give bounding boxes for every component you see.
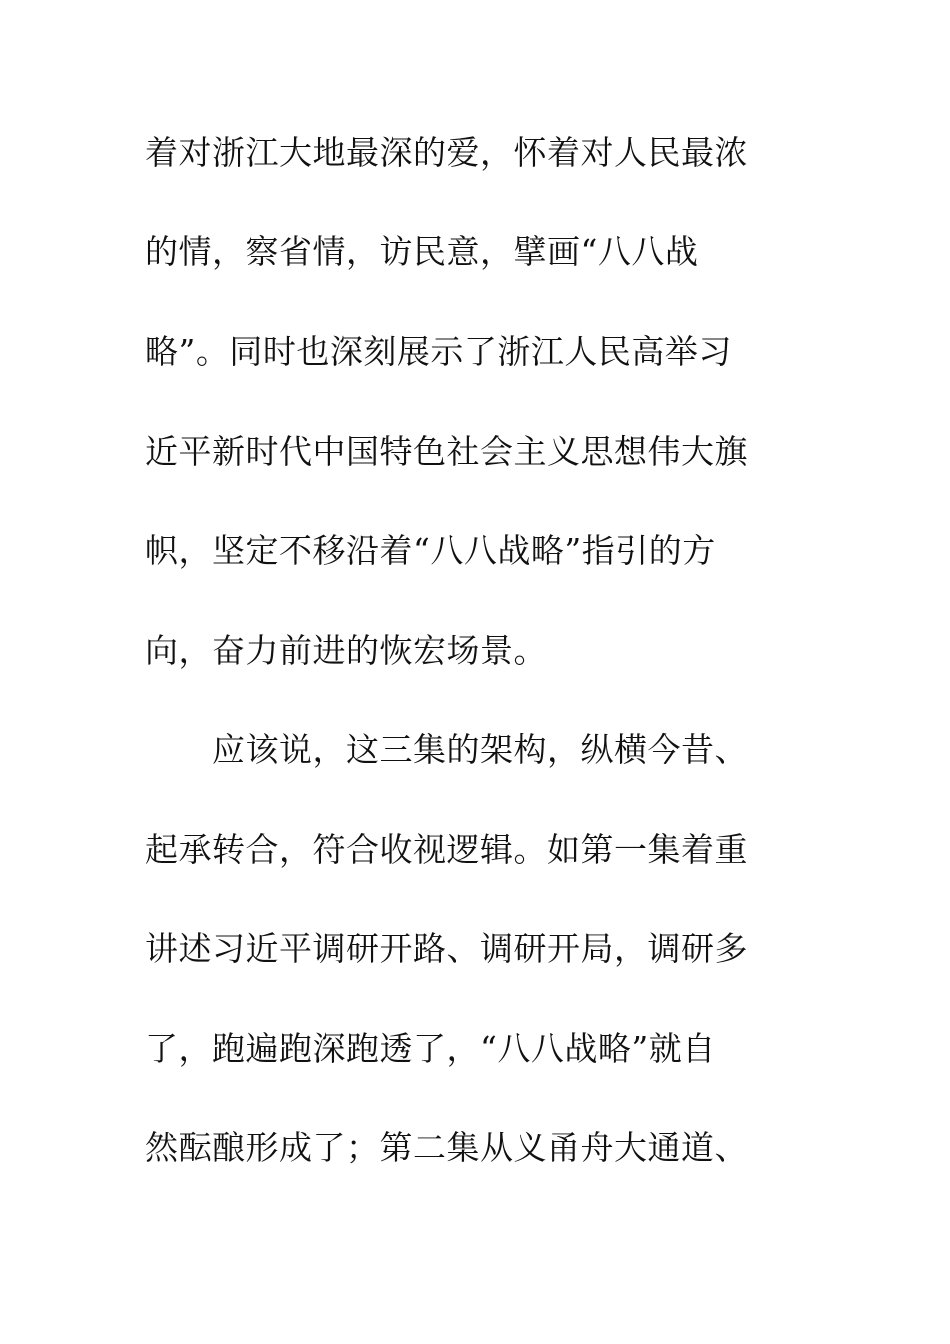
text-line-2: 的情，察省情，访民意，擘画“八八战 [145,232,699,271]
text-line-8: 起承转合，符合收视逻辑。如第一集着重 [145,830,748,869]
text-line-11: 然酝酿形成了；第二集从义甬舟大通道、 [145,1128,748,1167]
text-line-1: 着对浙江大地最深的爱，怀着对人民最浓 [145,133,748,172]
text-line-5: 帜，坚定不移沿着“八八战略”指引的方 [145,531,716,570]
text-line-6: 向，奋力前进的恢宏场景。 [145,631,547,670]
text-line-3: 略”。同时也深刻展示了浙江人民高举习 [145,332,732,371]
paragraph-start-line: 应该说，这三集的架构，纵横今昔、 [212,730,748,769]
text-line-10: 了，跑遍跑深跑透了，“八八战略”就自 [145,1029,716,1068]
text-line-9: 讲述习近平调研开路、调研开局，调研多 [145,929,748,968]
text-line-4: 近平新时代中国特色社会主义思想伟大旗 [145,432,748,471]
